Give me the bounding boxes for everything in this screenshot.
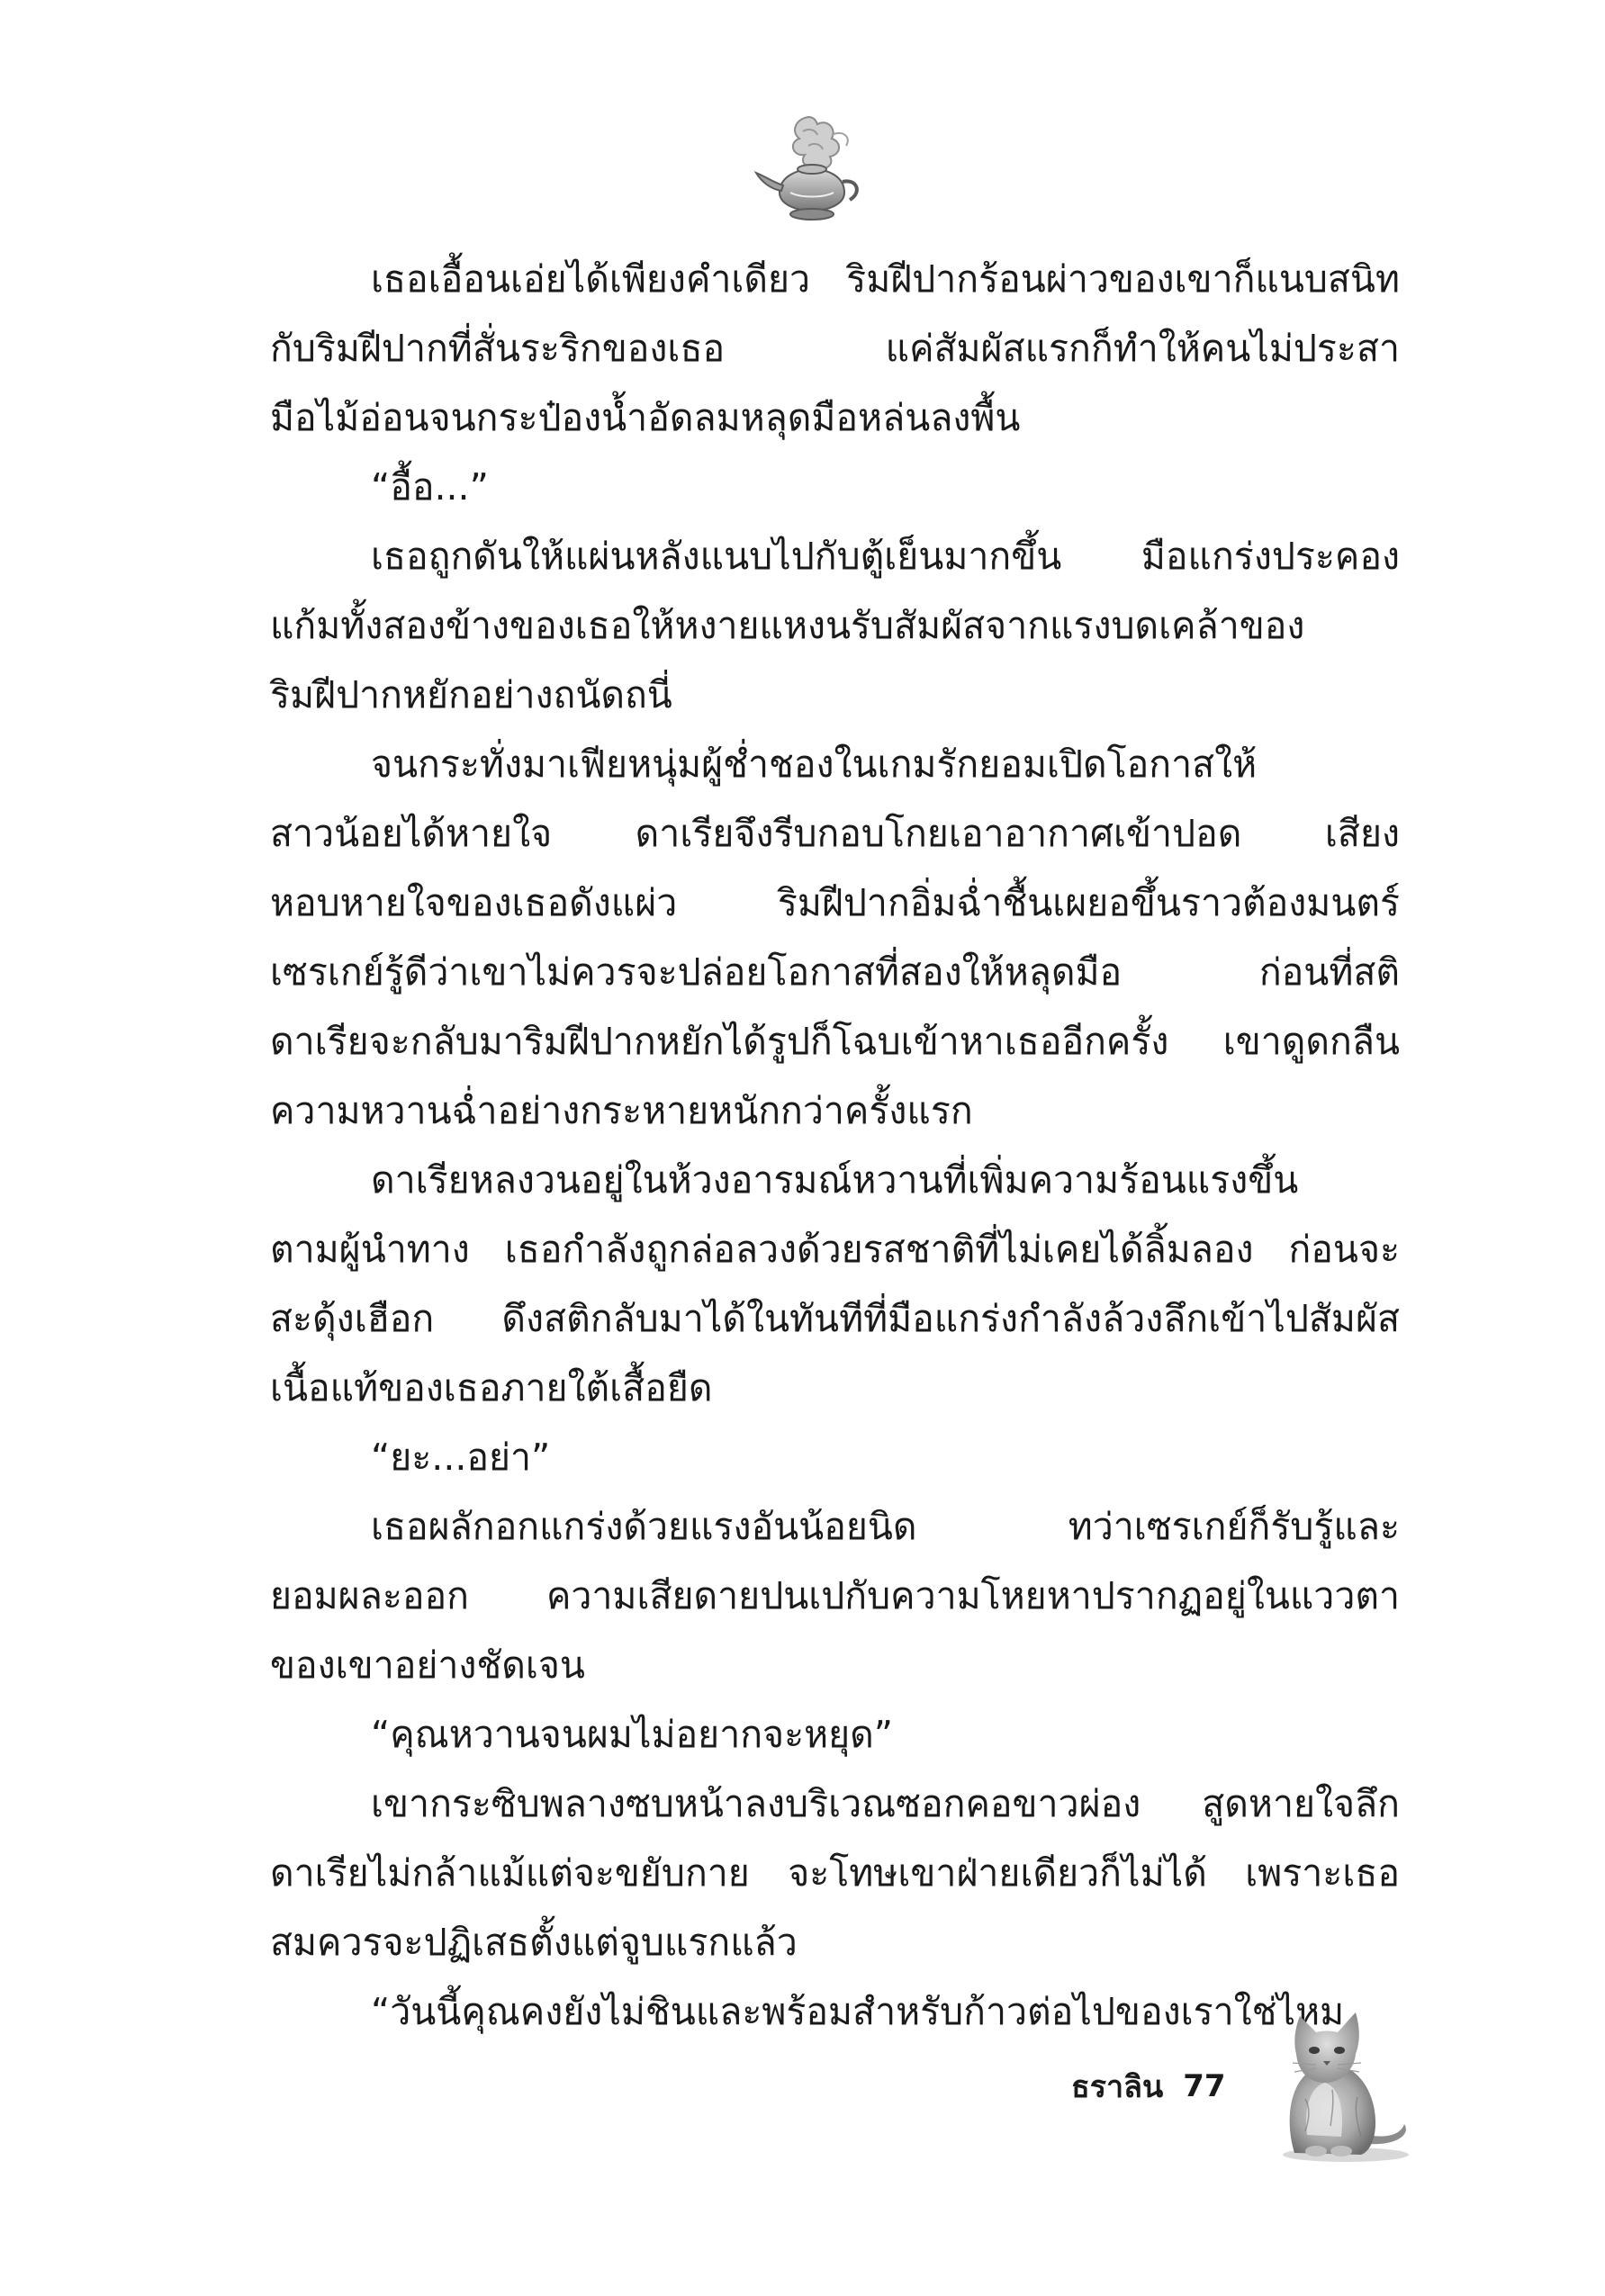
text-line: ริมฝีปากหยักอย่างถนัดถนี่ bbox=[270, 673, 672, 716]
text-line: ดาเรียไม่กล้าแม้แต่จะขยับกาย จะโทษเขาฝ่ายเดียวก็ไม่ได้ เพราะเธอ bbox=[270, 1851, 1400, 1895]
text-line: กับริมฝีปากที่สั่นระริกของเธอ แค่สัมผัสแรกก็ทำให้คนไม่ประสา bbox=[270, 327, 1400, 370]
text-line: เขากระซิบพลางซบหน้าลงบริเวณซอกคอขาวผ่อง สูดหายใจลึก bbox=[371, 1782, 1400, 1825]
page-footer bbox=[1071, 2059, 1226, 2113]
text-line: หอบหายใจของเธอดังแผ่ว ริมฝีปากอิ่มฉ่ำชื้นเผยอขึ้นราวต้องมนตร์ bbox=[270, 881, 1400, 924]
text-line: ดาเรียหลงวนอยู่ในห้วงอารมณ์หวานที่เพิ่มความร้อนแรงขึ้น bbox=[371, 1158, 1299, 1202]
text-line: ของเขาอย่างชัดเจน bbox=[270, 1643, 585, 1687]
cat-photo-icon bbox=[1260, 2000, 1413, 2166]
author-name: ธราลิน bbox=[1071, 2069, 1164, 2105]
text-line: สาวน้อยได้หายใจ ดาเรียจึงรีบกอบโกยเอาอากาศเข้าปอด เสียง bbox=[270, 812, 1400, 855]
text-line: ความหวานฉ่ำอย่างกระหายหนักกว่าครั้งแรก bbox=[270, 1089, 973, 1132]
body-text bbox=[270, 245, 1400, 2047]
text-line: สมควรจะปฏิเสธตั้งแต่จูบแรกแล้ว bbox=[270, 1921, 798, 1964]
text-line: สะดุ้งเฮือก ดึงสติกลับมาได้ในทันทีที่มือแกร่งกำลังล้วงลึกเข้าไปสัมผัส bbox=[270, 1297, 1400, 1340]
page-number: 77 bbox=[1183, 2068, 1226, 2104]
text-line: “วันนี้คุณคงยังไม่ชินและพร้อมสำหรับก้าวต่อไปของเราใช่ไหม bbox=[371, 1990, 1345, 2033]
text-line: เธอผลักอกแกร่งด้วยแรงอันน้อยนิด ทว่าเซรเกย์ก็รับรู้และ bbox=[371, 1505, 1400, 1548]
text-line: เซรเกย์รู้ดีว่าเขาไม่ควรจะปล่อยโอกาสที่สองให้หลุดมือ ก่อนที่สติ bbox=[270, 950, 1400, 994]
text-line: ดาเรียจะกลับมาริมฝีปากหยักได้รูปก็โฉบเข้าหาเธออีกครั้ง เขาดูดกลืน bbox=[270, 1020, 1400, 1063]
text-line: จนกระทั่งมาเฟียหนุ่มผู้ช่ำชองในเกมรักยอมเปิดโอกาสให้ bbox=[371, 743, 1258, 786]
text-line: แก้มทั้งสองข้างของเธอให้หงายแหงนรับสัมผัสจากแรงบดเคล้าของ bbox=[270, 604, 1305, 647]
text-line: เนื้อแท้ของเธอภายใต้เสื้อยืด bbox=[270, 1366, 713, 1409]
text-line: ยอมผละออก ความเสียดายปนเปกับความโหยหาปรากฏอยู่ในแววตา bbox=[270, 1574, 1400, 1617]
text-line: “คุณหวานจนผมไม่อยากจะหยุด” bbox=[371, 1713, 894, 1756]
text-line: ตามผู้นำทาง เธอกำลังถูกล่อลวงด้วยรสชาติที่ไม่เคยได้ลิ้มลอง ก่อนจะ bbox=[270, 1228, 1400, 1271]
teapot-genie-ornament-icon bbox=[753, 110, 870, 231]
text-line: มือไม้อ่อนจนกระป๋องน้ำอัดลมหลุดมือหล่นลงพื้น bbox=[270, 396, 1021, 439]
text-line: “อื้อ...” bbox=[371, 465, 489, 509]
text-line: “ยะ...อย่า” bbox=[371, 1436, 551, 1479]
text-line: เธอถูกดันให้แผ่นหลังแนบไปกับตู้เย็นมากขึ้น มือแกร่งประคอง bbox=[371, 535, 1400, 578]
text-line: เธอเอื้อนเอ่ยได้เพียงคำเดียว ริมฝีปากร้อนผ่าวของเขาก็แนบสนิท bbox=[371, 257, 1400, 301]
